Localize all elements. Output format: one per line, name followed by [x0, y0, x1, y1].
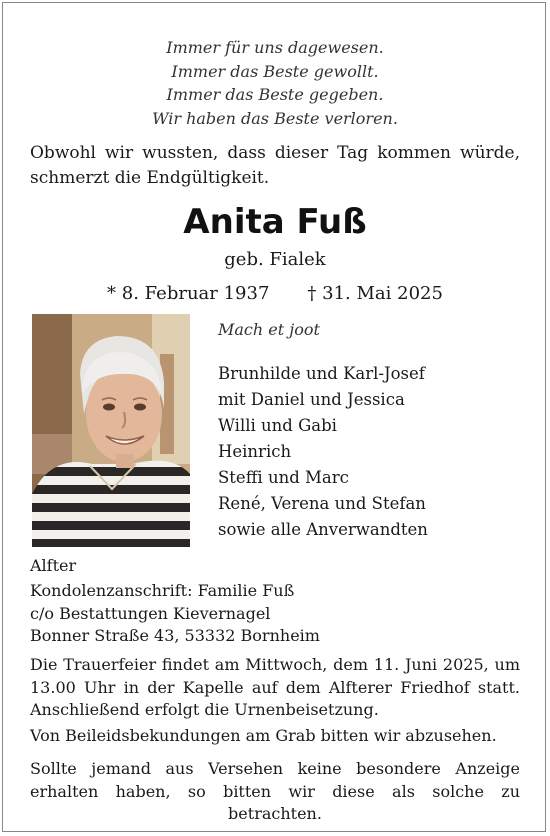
- list-item: Willi und Gabi: [218, 416, 337, 435]
- poem-line: Immer für uns dagewesen.: [166, 38, 384, 57]
- birth-name: geb. Fialek: [224, 249, 326, 270]
- list-item: René, Verena und Stefan: [218, 494, 426, 513]
- list-item: Heinrich: [218, 442, 292, 461]
- poem-line: Immer das Beste gegeben.: [166, 85, 384, 104]
- family-motto: Mach et joot: [218, 320, 320, 339]
- address-line: Kondolenzanschrift: Familie Fuß: [30, 581, 295, 600]
- death-date: † 31. Mai 2025: [307, 283, 443, 304]
- list-item: Brunhilde und Karl-Josef: [218, 364, 425, 383]
- deceased-name: Anita Fuß: [183, 202, 367, 242]
- family-list: [218, 361, 428, 543]
- condolence-request: Von Beileidsbekundungen am Grab bitten wir abzusehen.: [30, 726, 497, 745]
- funeral-details: Die Trauerfeier findet am Mittwoch, dem 11. Juni 2025, um 13.00 Uhr in der Kapelle auf dem Alfterer Friedhof statt. Anschließend erfolgt die Urnenbeisetzung.: [30, 655, 520, 719]
- list-item: mit Daniel und Jessica: [218, 390, 405, 409]
- birth-date: * 8. Februar 1937: [107, 283, 270, 304]
- condolence-address: [30, 580, 320, 648]
- closing-notice: Sollte jemand aus Versehen keine besondere Anzeige erhalten haben, so bitten wir diese als solche zu betrachten.: [30, 759, 520, 823]
- list-item: sowie alle Anverwandten: [218, 520, 428, 539]
- list-item: Steffi und Marc: [218, 468, 349, 487]
- life-dates: [0, 280, 550, 308]
- address-line: c/o Bestattungen Kievernagel: [30, 603, 271, 623]
- address-line: Bonner Straße 43, 53332 Bornheim: [30, 626, 320, 645]
- intro-text: Obwohl wir wussten, dass dieser Tag kommen würde, schmerzt die Endgültigkeit.: [30, 143, 520, 188]
- portrait-photo: [32, 314, 190, 547]
- memorial-poem: [0, 36, 550, 130]
- poem-line: Immer das Beste gewollt.: [171, 61, 379, 81]
- poem-line: Wir haben das Beste verloren.: [152, 108, 398, 128]
- place-name: Alfter: [30, 556, 77, 575]
